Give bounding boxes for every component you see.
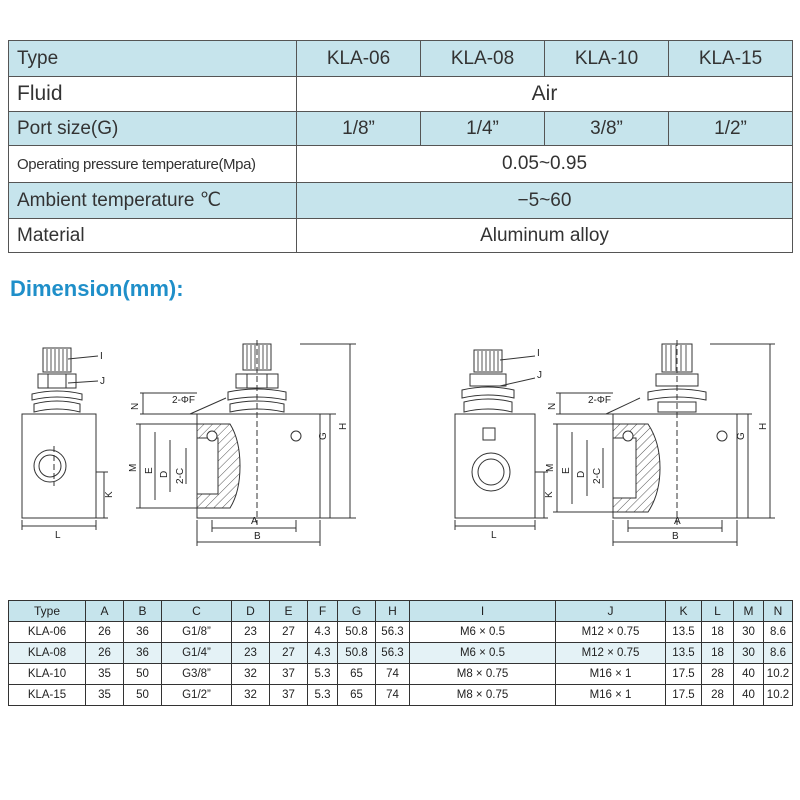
label-j: J	[100, 376, 105, 387]
dims-cell: 18	[702, 622, 734, 643]
dims-cell: 27	[270, 622, 308, 643]
dims-cell: 23	[232, 643, 270, 664]
dims-cell: G3/8”	[162, 664, 232, 685]
dims-cell: 5.3	[308, 685, 338, 706]
dims-cell: 4.3	[308, 643, 338, 664]
dims-cell: 10.2	[764, 664, 793, 685]
dimension-table	[8, 600, 793, 706]
spec-cell: KLA-06	[297, 41, 421, 77]
dims-header: J	[556, 601, 666, 622]
dims-cell: M12 × 0.75	[556, 622, 666, 643]
spec-cell: 0.05~0.95	[297, 146, 793, 183]
label-l: L	[55, 530, 61, 541]
label-m: M	[545, 463, 556, 472]
dims-header: N	[764, 601, 793, 622]
dims-cell: 65	[338, 685, 376, 706]
dims-cell: KLA-08	[9, 643, 86, 664]
spec-cell: Air	[297, 77, 793, 112]
label-k: K	[104, 491, 115, 498]
label-n: N	[547, 402, 558, 410]
label-b: B	[254, 531, 261, 542]
spec-cell: Aluminum alloy	[297, 219, 793, 253]
spec-label: Fluid	[9, 77, 297, 112]
dims-cell: 37	[270, 685, 308, 706]
label-e: E	[561, 467, 572, 474]
dims-cell: 56.3	[376, 622, 410, 643]
spec-cell: 1/8”	[297, 112, 421, 146]
dims-cell: 13.5	[666, 622, 702, 643]
label-h: H	[758, 422, 769, 430]
dims-cell: 13.5	[666, 643, 702, 664]
dims-cell: 28	[702, 664, 734, 685]
label-d: D	[576, 470, 587, 478]
dims-cell: 28	[702, 685, 734, 706]
dims-cell: 74	[376, 664, 410, 685]
dims-cell: 35	[86, 664, 124, 685]
label-b: B	[672, 531, 679, 542]
dims-cell: 17.5	[666, 685, 702, 706]
label-c: 2-C	[175, 467, 186, 484]
dims-cell: 37	[270, 664, 308, 685]
dims-cell: KLA-15	[9, 685, 86, 706]
dims-cell: G1/2”	[162, 685, 232, 706]
dims-cell: KLA-10	[9, 664, 86, 685]
dims-header: F	[308, 601, 338, 622]
dims-cell: 35	[86, 685, 124, 706]
dims-cell: 17.5	[666, 664, 702, 685]
spec-label: Type	[9, 41, 297, 77]
dims-header: A	[86, 601, 124, 622]
dims-cell: 74	[376, 685, 410, 706]
dims-cell: 30	[734, 622, 764, 643]
dims-cell: 4.3	[308, 622, 338, 643]
label-d: D	[159, 470, 170, 478]
label-c: 2-C	[592, 467, 603, 484]
label-n: N	[130, 402, 141, 410]
label-f: 2-ΦF	[588, 395, 611, 406]
spec-cell: −5~60	[297, 183, 793, 219]
front-view	[22, 348, 108, 530]
dims-cell: 50	[124, 685, 162, 706]
spec-label: Ambient temperature ℃	[9, 183, 297, 219]
dims-cell: 18	[702, 643, 734, 664]
front-view	[455, 350, 548, 530]
dims-cell: 65	[338, 664, 376, 685]
dims-cell: 27	[270, 643, 308, 664]
label-m: M	[128, 463, 139, 472]
dims-header: H	[376, 601, 410, 622]
dims-cell: 5.3	[308, 664, 338, 685]
dims-cell: 50.8	[338, 643, 376, 664]
label-a: A	[251, 516, 258, 527]
label-g: G	[318, 432, 329, 440]
dims-cell: 50.8	[338, 622, 376, 643]
dims-cell: 26	[86, 643, 124, 664]
drawing-kla-large	[455, 340, 775, 546]
dims-cell: M6 × 0.5	[410, 643, 556, 664]
dims-cell: M8 × 0.75	[410, 685, 556, 706]
label-l: L	[491, 530, 497, 541]
spec-cell: KLA-15	[669, 41, 793, 77]
dims-cell: 26	[86, 622, 124, 643]
dims-row-kla-06	[9, 622, 793, 643]
dims-header: B	[124, 601, 162, 622]
dims-header: M	[734, 601, 764, 622]
label-a: A	[674, 516, 681, 527]
dims-header: Type	[9, 601, 86, 622]
dims-cell: 30	[734, 643, 764, 664]
dims-cell: M12 × 0.75	[556, 643, 666, 664]
dims-cell: 10.2	[764, 685, 793, 706]
dims-header: C	[162, 601, 232, 622]
dims-cell: 32	[232, 685, 270, 706]
spec-cell: 3/8”	[545, 112, 669, 146]
dims-header-row	[9, 601, 793, 622]
dims-cell: 40	[734, 664, 764, 685]
side-view	[136, 340, 356, 546]
section-title: Dimension(mm):	[10, 276, 184, 301]
label-k: K	[544, 491, 555, 498]
dims-cell: 36	[124, 643, 162, 664]
dims-cell: 8.6	[764, 622, 793, 643]
dims-header: E	[270, 601, 308, 622]
spec-cell: 1/2”	[669, 112, 793, 146]
label-e: E	[144, 467, 155, 474]
label-i: I	[100, 351, 103, 362]
label-j: J	[537, 370, 542, 381]
dims-cell: G1/4”	[162, 643, 232, 664]
dims-header: K	[666, 601, 702, 622]
label-h: H	[338, 422, 349, 430]
label-g: G	[736, 432, 747, 440]
spec-label: Material	[9, 219, 297, 253]
dims-row-kla-15	[9, 685, 793, 706]
spec-cell: KLA-10	[545, 41, 669, 77]
dims-cell: M6 × 0.5	[410, 622, 556, 643]
spec-cell: 1/4”	[421, 112, 545, 146]
dims-header: D	[232, 601, 270, 622]
dims-cell: M8 × 0.75	[410, 664, 556, 685]
dims-cell: G1/8”	[162, 622, 232, 643]
side-view	[553, 340, 775, 546]
dims-header: G	[338, 601, 376, 622]
spec-label: Port size(G)	[9, 112, 297, 146]
dims-cell: 50	[124, 664, 162, 685]
dims-cell: 56.3	[376, 643, 410, 664]
dims-header: I	[410, 601, 556, 622]
label-f: 2-ΦF	[172, 395, 195, 406]
spec-label: Operating pressure temperature(Mpa)	[9, 146, 297, 183]
dims-cell: 40	[734, 685, 764, 706]
dims-cell: KLA-06	[9, 622, 86, 643]
dims-header: L	[702, 601, 734, 622]
dims-cell: M16 × 1	[556, 664, 666, 685]
dims-cell: 8.6	[764, 643, 793, 664]
dims-row-kla-08	[9, 643, 793, 664]
dims-cell: 36	[124, 622, 162, 643]
spec-cell: KLA-08	[421, 41, 545, 77]
dims-cell: 23	[232, 622, 270, 643]
label-i: I	[537, 348, 540, 359]
dims-cell: M16 × 1	[556, 685, 666, 706]
drawing-kla-small	[22, 340, 356, 546]
dims-row-kla-10	[9, 664, 793, 685]
dims-cell: 32	[232, 664, 270, 685]
